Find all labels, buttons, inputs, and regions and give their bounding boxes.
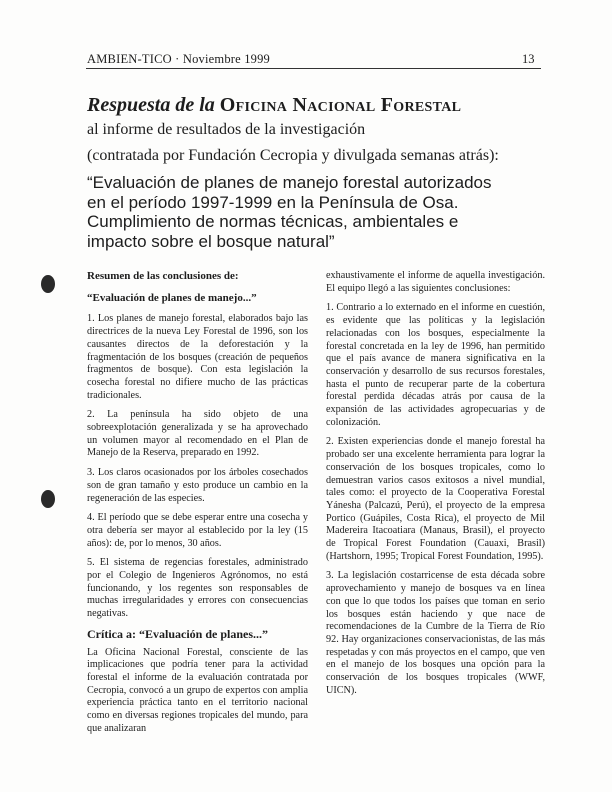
article-title xyxy=(87,94,461,117)
response-item: 1. Contrario a lo externado en el informe en cuestión, es evidente que las políticas y la legislación relacionadas con los bosques, especialmente la forestal concretada en la ley de 1996, han permitido que el país avance de manera significativa en la conservación y desarrollo de sus recursos forestales, hasta el punto de recuperar parte de la cobertura forestal perdida décadas atrás por causa de la expansión de las actividades agropecuarias y de colonización. xyxy=(326,302,545,428)
study-title-line: “Evaluación de planes de manejo forestal autorizados xyxy=(87,173,492,192)
binder-hole xyxy=(41,490,55,508)
conclusion-item: 3. Los claros ocasionados por los árboles cosechados son de gran tamaño y esto produce un cambio en la regeneración de las especies. xyxy=(87,467,308,504)
conclusion-item: 1. Los planes de manejo forestal, elaborados bajo las directrices de la nueva Ley Forestal de 1996, son los causantes directos de la deforestación y la fragmentación de los bosques (creación de pequeños fragmentos de bosque). Con esta legislación la cosecha forestal no difiere mucho de las prácticas tradicionales. xyxy=(87,313,308,401)
conclusion-item: 2. La península ha sido objeto de una sobreexplotación generalizada y se ha aprovechado un volumen mayor al recomendado en el Plan de Manejo de la Reserva, preparado en 1992. xyxy=(87,409,308,459)
response-item: 2. Existen experiencias donde el manejo forestal ha probado ser una excelente herramienta para lograr la conservación de los bosques tropicales, como lo demuestran varios casos exitosos a nivel mundial, tales como: el proyecto de la Cooperativa Forestal Yánesha (Palcazú, Perú), el proyecto de la empresa Portico (Guápiles, Costa Rica), el proyecto de Mil Madereira Itacoatiara (Manaus, Brasil), el proyecto de Tropical Forest Foundation (Cauaxi, Brasil) (Hartshorn, 1995; Tropical Forest Foundation, 1995). xyxy=(326,436,545,562)
study-title xyxy=(87,173,537,251)
summary-subheading: “Evaluación de planes de manejo...” xyxy=(87,291,257,304)
study-title-line: en el período 1997-1999 en la Península de Osa. xyxy=(87,192,459,212)
subtitle-line-1: al informe de resultados de la investigación xyxy=(87,121,366,138)
critique-paragraph: La Oficina Nacional Forestal, consciente de las implicaciones que podría tener para la actividad forestal el informe de la evaluación contratada por Cecropia, convocó a un grupo de expertos con amplia experiencia práctica tanto en el territorio nacional como en diversas regiones tropicales del mundo, para que analizaran xyxy=(87,646,308,734)
continuation-paragraph: exhaustivamente el informe de aquella investigación. El equipo llegó a las siguientes conclusiones: xyxy=(326,270,545,294)
study-title-line: Cumplimiento de normas técnicas, ambientales e xyxy=(87,212,459,231)
right-column xyxy=(326,270,545,705)
summary-heading: Resumen de las conclusiones de: xyxy=(87,270,239,282)
title-smallcaps: Oficina Nacional Forestal xyxy=(219,94,462,116)
conclusion-item: 4. El período que se debe esperar entre una cosecha y otra debería ser mayor al establecido por la ley (15 años): de, por lo menos, 30 años. xyxy=(87,512,308,549)
study-title-line: impacto sobre el bosque natural” xyxy=(87,231,335,251)
header-rule xyxy=(86,68,541,69)
response-item: 3. La legislación costarricense de esta década sobre aprovechamiento y manejo de bosques va en línea con que lo que todos los países que toman en serio los bosques están haciendo y que nace de recomendaciones de la Cumbre de la Tierra de Río 92. Hay organizaciones conservacionistas, de las más respetadas y con más proyectos en el campo, que ven en el manejo de los bosques una opción para la conservación de los bosques tropicales (WWF, UICN). xyxy=(326,570,545,696)
page-number: 13 xyxy=(522,52,535,66)
left-column xyxy=(87,270,308,743)
publication-header: AMBIEN-TICO · Noviembre 1999 xyxy=(87,52,270,66)
binder-hole xyxy=(41,275,55,293)
conclusion-item: 5. El sistema de regencias forestales, administrado por el Colegio de Ingenieros Agrónomos, no está funcionando, y los regentes son responsables de muchas irregularidades y errores con consecuencias negativas. xyxy=(87,557,308,620)
subtitle-line-2: (contratada por Fundación Cecropia y divulgada semanas atrás): xyxy=(87,147,499,164)
critique-heading: Crítica a: “Evaluación de planes...” xyxy=(87,626,269,641)
title-italic: Respuesta de la xyxy=(87,94,220,116)
